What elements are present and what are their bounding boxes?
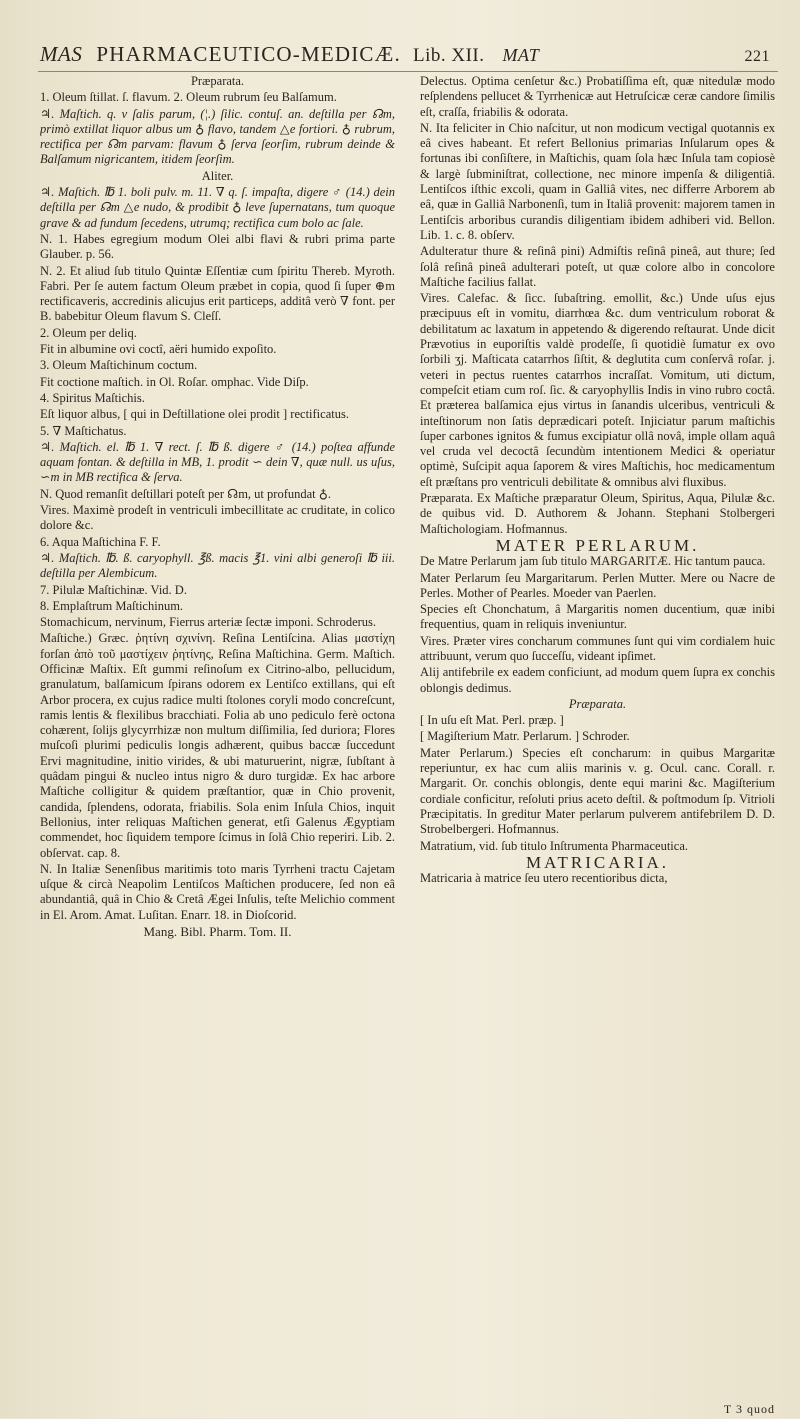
right-paragraph: Matricaria à matrice ſeu utero recentioribus dicta,: [420, 871, 668, 886]
catchword: T 3 quod: [723, 1402, 775, 1416]
left-paragraph: Vires. Maximè prodeſt in ventriculi imbecillitate ac cruditate, in colico dolore &c.: [40, 503, 395, 533]
left-paragraph: 1. Oleum ſtillat. ſ. flavum. 2. Oleum rubrum ſeu Balſamum.: [40, 90, 337, 105]
page-number: 221: [744, 48, 770, 65]
left-paragraph: 3. Oleum Maſtichinum coctum.: [40, 358, 198, 373]
left-paragraph: 5. ∇ Maſtichatus.: [40, 423, 127, 438]
left-paragraph: Maſtiche.) Græc. ῥητίνη σχινίνη. Reſina Lentiſcina. Alias μαστίχη forſan ἀπὸ τοῦ μαστίχειν ῥητίνης, Reſina Maſtichina. Germ. Maſtich. Officinæ Maſtix. Eſt gummi reſinoſum ex Citrino-albo, pellucidum, granulatum, balſamicum ſpirans odorem ex Lentiſco extillans, qui eſt Arbor procera, ex cujus radice multi ſtolones coryli modo concreſcunt, ramis lentis & flexilibus bracchiati. Folia ab uno pediculo ferè octona cohærent, ſolijs glycyrrhizæ non multum diſſimilia, ſed duriora; Flores muſcoſi plurimi pediculis longis adhærent, quibus baccæ ſuccedunt Ervi magnitudine, initio virides, & ubi maturuerint, nigræ, ſubſtant à quâdam pingui & nucleo intus nigro & duro turgidæ. Ex hac arbore Maſtiche colligitur & quidem præſtantior, quæ in Chio provenit, candida, ſplendens, odorata, friabilis. Sola enim Inſula Chios, inquit Bellonius, inter reliquas Maſtichen generat, etſi Galenus Ægyptiam commendet, hoc ſiquidem tempore ſcimus in ſolâ Chio reperiri. Lib. 2. obſervat. cap. 8.: [40, 631, 395, 860]
right-paragraph: Vires. Calefac. & ſicc. ſubaſtring. emollit, &c.) Unde uſus ejus præcipuus eſt in vomitu, diarrhœa &c. dum ventriculum roborat & debilitatum ac laxatum in appetendo & digerendo reſtaurat. Unde dicit Prævotius in euporiſtis valdè prodeſſe, ſi quotidiè ſumatur ex ovo ſorbili ʒj. Maſticata catarrhos ſiſtit, & deglutita cum conſervâ roſar. j. veteri in pectus ruentes catarrhos incraſſat. Vomitum, uti dictum, compeſcit etiam cum roſ. ſic. & caryophyllis Indis in vino rubro coctâ. Et præterea balſamica ejus virtus in ſanandis ulceribus, ventriculi & inteſtinorum non ſatis deprædicari poteſt. Injiciatur parum maſtichis ſuper carbones ignitos & fumus excipiatur ollâ novâ, imple ollam aquâ vel cruda vel decoctâ ſecundùm intentionem Medici & operiatur optimè, Suſcipit aqua ſaporem & vires Maſtichis, hoc medicamentum eſt præſtans pro ventriculi debilitate & omnibus alvi fluxibus.: [420, 291, 775, 489]
right-paragraph: Adulteratur thure & reſinâ pini) Admiſtis reſinâ pineâ, aut thure; ſed ſolâ reſinâ pineâ adulterari poteſt, ut quæ colore albo in concolore Maſtiche facilius fallat.: [420, 244, 775, 289]
running-header: [40, 42, 770, 68]
right-paragraph: De Matre Perlarum jam ſub titulo MARGARITÆ. Hic tantum pauca.: [420, 554, 766, 569]
right-paragraph: Præparata. Ex Maſtiche præparatur Oleum, Spiritus, Aqua, Pilulæ &c. de quibus vid. D. Authorem & Johann. Stephani Stolbergeri Maſtichologiam. Hofmannus.: [420, 491, 775, 536]
right-paragraph: [ In uſu eſt Mat. Perl. præp. ]: [420, 713, 564, 728]
right-paragraph: Præparata.: [568, 696, 627, 711]
left-paragraph: 4. Spiritus Maſtichis.: [40, 390, 145, 405]
right-paragraph: Alij antifebrile ex eadem conficiunt, ad modum quem ſupra ex conchis oblongis dedimus.: [420, 665, 775, 695]
right-paragraph: Mater Perlarum.) Species eſt concharum: in quibus Margaritæ reperiuntur, ex hac cum aliis marinis v. g. Ocul. canc. Corall. r. Margarit. Or. conchis oblongis, dente equi marini &c. Magiſterium cordiale conficitur, reſoluti prius aceto deſtil. & poſtmodum ſp. Vitrioli Præcipitatis. In greditur Mater perlarum pulverem antifebrilem D. D. Strobelbergeri. Hofmannus.: [420, 745, 775, 837]
left-paragraph: N. In Italiæ Senenſibus maritimis toto maris Tyrrheni tractu Cajetam uſque & circà Neapolim Lentiſcos Maſtichen producere, ſed non eâ abundantiâ, quâ in Chio & Cretâ Ægei Inſulis, teſte Melichio comment in El. Arom. Amat. Luſitan. Enarr. 18. in Dioſcorid.: [40, 861, 395, 922]
left-paragraph: Præparata.: [190, 74, 245, 88]
left-paragraph: 7. Pilulæ Maſtichinæ. Vid. D.: [40, 582, 187, 597]
header-right-word: MAT: [502, 45, 540, 65]
left-paragraph: Eſt liquor albus, [ qui in Deſtillatione olei prodit ] rectificatus.: [40, 407, 349, 422]
right-column: [420, 74, 775, 1419]
right-paragraph: Vires. Præter vires concharum communes ſunt qui vim cordialem huic attribuunt, verum quo ſucceſſu, videant ipſimet.: [420, 633, 775, 663]
header-book-number: Lib. XII.: [412, 45, 485, 66]
section-title-matricaria: MATRICARIA.: [525, 852, 670, 872]
left-paragraph: Fit coctione maſtich. in Ol. Roſar. omphac. Vide Diſp.: [40, 374, 309, 389]
left-column: [40, 74, 395, 1384]
right-paragraph: [ Magiſterium Matr. Perlarum. ] Schroder.: [420, 729, 630, 744]
left-paragraph: 8. Emplaſtrum Maſtichinum.: [40, 598, 184, 613]
left-paragraph: ♃. Maſtich. ℔. ß. caryophyll. ℥ß. macis ℥1. vini albi generoſi ℔ iii. deſtilla per Alembicum.: [40, 550, 395, 581]
right-paragraph: Delectus. Optima cenſetur &c.) Probatiſſima eſt, quæ nitedulæ modo reſplendens pellucet & Tyrrhenicæ aut Hetruſcicæ ceræ candore ſimilis eſt, craſſa, friabilis & odorata.: [420, 74, 775, 119]
left-paragraph: ♃. Maſtich. q. v ſalis parum, (¦.) ſilic. contuſ. an. deſtilla per ☊m, primò extillat liquor albus um ♁ flavo, tandem △e fortiori. ♁ rubrum, rectifica per ☊m parvam: flavum ♁ ſerva ſeorſim, rubrum deinde & Balſamum nigricantem, itidem ſeorſim.: [40, 106, 395, 167]
left-paragraph: Fit in albumine ovi coctî, aëri humido expoſito.: [40, 342, 277, 357]
section-title-mater-perlarum: MATER PERLARUM.: [495, 535, 700, 555]
right-paragraph: Species eſt Chonchatum, â Margaritis nomen ducentium, quæ inibi frequentius, quam in reliquis inveniuntur.: [420, 602, 775, 632]
header-rule: [38, 71, 778, 72]
left-paragraph: Stomachicum, nervinum, Fierrus arteriæ ſectæ imponi. Schroderus.: [40, 615, 377, 630]
right-paragraph: N. Ita feliciter in Chio naſcitur, ut non modicum vectigal quotannis ex eâ cives habeant. Et refert Bellonius primarias Inſularum opes & fortunas ibi conſiſtere, in Maſtichis, quam ſola hæc Inſula tam copiosè & largè ſubminiſtrat, collectione, nec minore impenſa & diligentiâ. Lentiſcos iſthic excoli, quam in Galliâ vites, nec differre Arborem ab eâ, quæ in Galliâ Narbonenſi, tum in Italiâ provenit: majorem tamen in Lentiſcis arboribus curandis diligentiam ibidem adhiberi vid. Bellon. Lib. 1. c. 8. obſerv.: [420, 120, 775, 242]
left-paragraph: ♃. Maſtich. ℔ 1. boli pulv. m. 11. ∇ q. ſ. impaſta, digere ♂ (14.) dein deſtilla per ☊m △e nudo, & prodibit ♁ leve ſupernatans, tum quoque grave & ad fundum ſecedens, utrumq; rectifica cum bolo ac ſale.: [40, 185, 395, 230]
left-paragraph: N. 1. Habes egregium modum Olei albi flavi & rubri prima parte Glauber. p. 56.: [40, 231, 395, 262]
left-paragraph: N. Quod remanſit deſtillari poteſt per ☊m, ut profundat ♁.: [40, 486, 332, 501]
header-left-word: MAS: [40, 42, 83, 66]
signature-line: Mang. Bibl. Pharm. Tom. II.: [143, 924, 292, 940]
left-paragraph: ♃. Maſtich. el. ℔ 1. ∇ rect. ſ. ℔ ß. digere ♂ (14.) poſtea affunde aquam fontan. & deſtilla in MB, 1. prodit ∽ dein ∇, quæ null. us uſus, ∽m in MB rectifica & ſerva.: [40, 439, 395, 485]
left-paragraph: 2. Oleum per deliq.: [40, 325, 137, 340]
header-title: PHARMACEUTICO-MEDICÆ.: [96, 42, 401, 66]
left-paragraph: N. 2. Et aliud ſub titulo Quintæ Eſſentiæ cum ſpiritu Thereb. Myroth. Fabri. Per ſe autem factum Oleum præbet in copia, quod ſi ſuper ⊕m rectificaveris, accredinis alicujus erit particeps, additâ verò ∇ font. per B. babebitur Oleum flavum S. Cleſſ.: [40, 263, 395, 324]
left-paragraph: 6. Aqua Maſtichina F. F.: [40, 534, 161, 549]
right-paragraph: Mater Perlarum ſeu Margaritarum. Perlen Mutter. Mere ou Nacre de Perles. Mother of Pearles. Moeder van Paerlen.: [420, 570, 775, 600]
left-paragraph: Aliter.: [201, 168, 234, 183]
right-paragraph: Matratium, vid. ſub titulo Inſtrumenta Pharmaceutica.: [420, 838, 688, 853]
